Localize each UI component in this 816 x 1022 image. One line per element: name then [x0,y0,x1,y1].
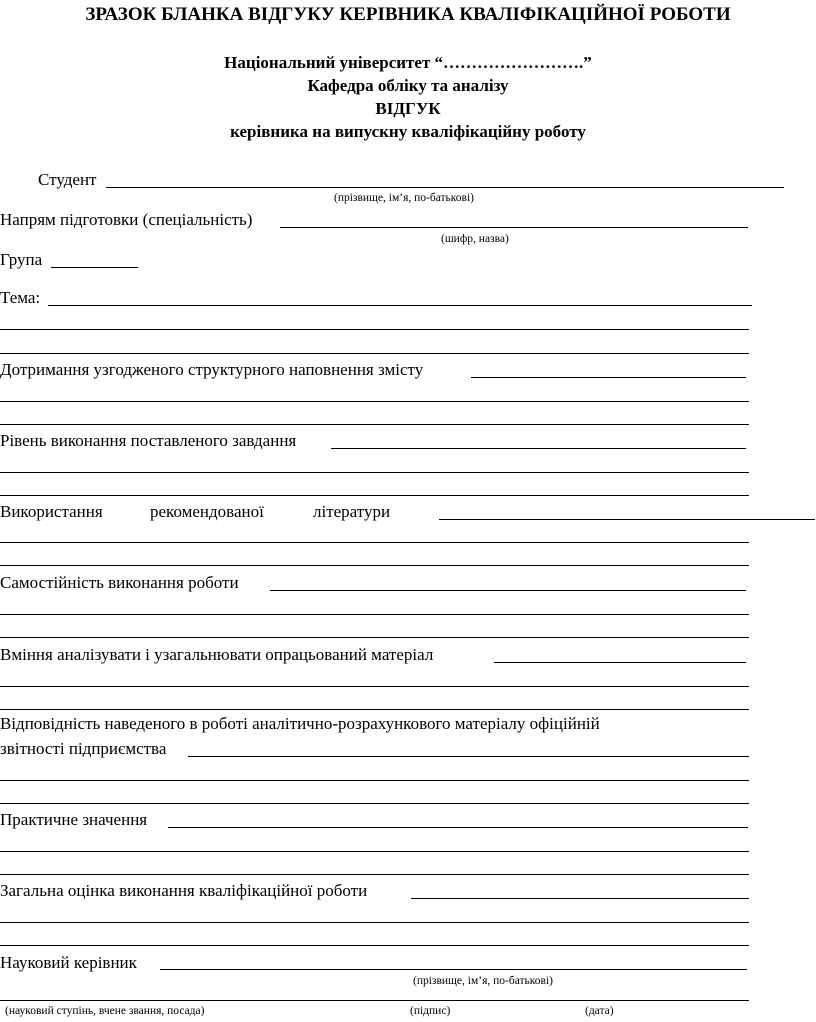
document-type: ВІДГУК [375,99,441,118]
direction-label: Напрям підготовки (спеціальність) [0,210,253,229]
structure-line[interactable] [0,424,749,425]
overall-line[interactable] [0,945,749,946]
independence-field[interactable] [270,590,746,591]
task-level-line[interactable] [0,472,749,473]
date-hint: (дата) [585,1005,614,1017]
practical-label: Практичне значення [0,810,148,829]
task-level-label: Рівень виконання поставленого завдання [0,431,297,450]
practical-line[interactable] [0,851,749,852]
practical-field[interactable] [168,827,748,828]
degree-hint: (науковий ступінь, вчене звання, посада) [5,1005,205,1017]
independence-line[interactable] [0,614,749,615]
supervisor-details-line[interactable] [0,1000,749,1001]
compliance-label: Відповідність наведеного в роботі аналітично-розрахункового матеріалу офіційній [0,714,600,733]
literature-label-3: літератури [313,502,391,521]
group-label: Група [0,250,43,269]
document-title: ЗРАЗОК БЛАНКА ВІДГУКУ КЕРІВНИКА КВАЛІФІКАЦІЙНОЇ РОБОТИ [85,4,731,25]
supervisor-field[interactable] [160,969,747,970]
practical-line[interactable] [0,874,749,875]
compliance-label-cont: звітності підприємства [0,739,167,758]
supervisor-hint: (прізвище, ім’я, по-батькові) [413,975,553,987]
literature-line[interactable] [0,565,749,566]
direction-field[interactable] [280,227,748,228]
topic-line[interactable] [0,329,749,330]
student-hint: (прізвище, ім’я, по-батькові) [334,192,474,204]
student-label: Студент [38,170,97,189]
literature-line[interactable] [0,542,749,543]
topic-line[interactable] [0,353,749,354]
structure-label: Дотримання узгодженого структурного наповнення змісту [0,360,424,379]
compliance-line[interactable] [0,803,749,804]
independence-line[interactable] [0,637,749,638]
literature-label-1: Використання [0,502,103,521]
task-level-line[interactable] [0,495,749,496]
task-level-field[interactable] [331,448,746,449]
signature-hint: (підпис) [410,1005,451,1017]
overall-line[interactable] [0,922,749,923]
analysis-label: Вміння аналізувати і узагальнювати опрацьований матеріал [0,645,434,664]
overall-label: Загальна оцінка виконання кваліфікаційної роботи [0,881,368,900]
structure-field[interactable] [471,377,746,378]
analysis-line[interactable] [0,686,749,687]
compliance-line[interactable] [0,780,749,781]
group-field[interactable] [51,267,138,268]
university-name: Національний університет “…………………….” [224,53,592,72]
independence-label: Самостійність виконання роботи [0,573,239,592]
compliance-field[interactable] [188,756,749,757]
direction-hint: (шифр, назва) [441,233,509,245]
supervisor-label: Науковий керівник [0,953,137,972]
topic-label: Тема: [0,288,41,307]
topic-field[interactable] [48,305,752,306]
analysis-line[interactable] [0,709,749,710]
literature-label-2: рекомендованої [150,502,264,521]
document-subtitle: керівника на випускну кваліфікаційну роботу [230,122,586,141]
overall-field[interactable] [411,898,749,899]
student-field[interactable] [106,187,784,188]
structure-line[interactable] [0,401,749,402]
literature-field[interactable] [439,519,815,520]
department-name: Кафедра обліку та аналізу [307,76,509,95]
analysis-field[interactable] [494,662,746,663]
